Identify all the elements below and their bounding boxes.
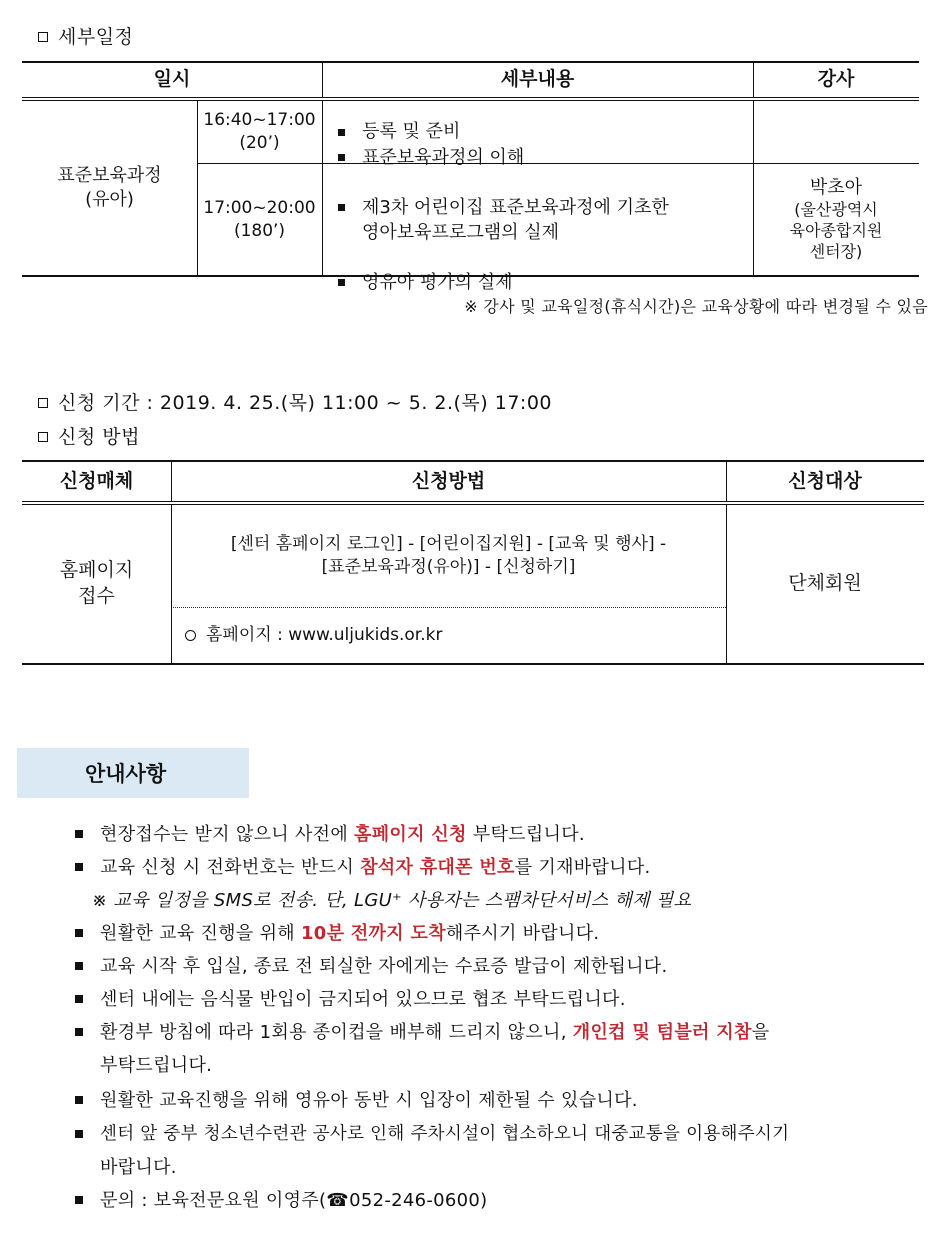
square-bullet-icon bbox=[75, 863, 83, 871]
square-bullet-icon bbox=[75, 1130, 83, 1138]
table-rule bbox=[22, 663, 924, 665]
course-name: 표준보육과정 (유아) bbox=[57, 164, 162, 210]
square-bullet-icon bbox=[75, 1196, 83, 1204]
square-bullet-icon bbox=[75, 995, 83, 1003]
notice-line: 현장접수는 받지 않으니 사전에 홈페이지 신청 부탁드립니다. bbox=[75, 818, 930, 851]
square-bullet-icon bbox=[75, 929, 83, 937]
content-cell-2 bbox=[322, 146, 753, 293]
phone-icon: ☎ bbox=[326, 1190, 350, 1211]
content-item: 등록 및 준비 bbox=[336, 120, 460, 144]
header-medium: 신청매체 bbox=[59, 469, 134, 492]
table-rule bbox=[22, 97, 919, 98]
time-duration: (20’) bbox=[239, 133, 280, 153]
homepage-cell bbox=[171, 608, 726, 663]
notice-line: 환경부 방침에 따라 1회용 종이컵을 배부해 드리지 않으니, 개인컵 및 텀블러 지참을 bbox=[75, 1016, 930, 1049]
square-bullet-icon bbox=[75, 1096, 83, 1104]
content-item: 제3차 어린이집 표준보육과정에 기초한 영아보육프로그램의 실제 bbox=[336, 195, 669, 245]
notice-line-cont: 바랍니다. bbox=[100, 1157, 177, 1178]
schedule-note: ※ 강사 및 교육일정(휴식시간)은 교육상황에 따라 변경될 수 있음 bbox=[464, 297, 928, 316]
checkbox-square-icon bbox=[38, 432, 48, 442]
sms-note: ※ 교육 일정을 SMS로 전송. 단, LGU⁺ 사용자는 스팸차단서비스 해제 필요 bbox=[92, 890, 692, 911]
notice-line: 원활한 교육 진행을 위해 10분 전까지 도착해주시기 바랍니다. bbox=[75, 917, 930, 950]
circle-bullet-icon bbox=[185, 630, 196, 641]
instructor-org: (울산광역시 육아종합지원 센터장) bbox=[789, 200, 883, 262]
table-rule bbox=[22, 501, 924, 502]
square-bullet-icon bbox=[75, 1028, 83, 1036]
notice-line: 문의 : 보육전문요원 이영주(☎052-246-0600) bbox=[75, 1184, 930, 1217]
time-duration: (180’) bbox=[233, 220, 286, 241]
notice-line: 센터 앞 중부 청소년수련관 공사로 인해 주차시설이 협소하오니 대중교통을 이용해주시기 bbox=[75, 1118, 930, 1151]
method-path: [센터 홈페이지 로그인] - [어린이집지원] - [교육 및 행사] - [표준보육과정(유아)] - [신청하기] bbox=[230, 534, 667, 577]
notice-line: 센터 내에는 음식물 반입이 금지되어 있으므로 협조 부탁드립니다. bbox=[75, 983, 930, 1016]
time-cell-1 bbox=[197, 101, 322, 163]
medium-cell: 홈페이지 접수 bbox=[59, 559, 134, 607]
checkbox-square-icon bbox=[38, 398, 48, 408]
notice-line: 교육 신청 시 전화번호는 반드시 참석자 휴대폰 번호를 기재바랍니다. bbox=[75, 851, 930, 884]
homepage-link[interactable]: 홈페이지 : www.uljukids.or.kr bbox=[206, 625, 443, 646]
checkbox-square-icon bbox=[38, 32, 48, 42]
notice-line: 교육 시작 후 입실, 종료 전 퇴실한 자에게는 수료증 발급이 제한됩니다. bbox=[75, 950, 930, 983]
application-period: 신청 기간 : 2019. 4. 25.(목) 11:00 ~ 5. 2.(목) 17:00 bbox=[38, 388, 552, 415]
notice-line: 원활한 교육진행을 위해 영유아 동반 시 입장이 제한될 수 있습니다. bbox=[75, 1084, 930, 1117]
section-heading-method: 신청 방법 bbox=[38, 422, 140, 449]
header-instructor: 강사 bbox=[817, 67, 855, 90]
notice-title: 안내사항 bbox=[17, 748, 249, 798]
header-date: 일시 bbox=[153, 67, 191, 90]
square-bullet-icon bbox=[75, 830, 83, 838]
header-method: 신청방법 bbox=[411, 469, 486, 492]
header-target: 신청대상 bbox=[788, 469, 862, 492]
content-list bbox=[336, 120, 669, 320]
time-range: 16:40~17:00 bbox=[203, 110, 316, 131]
time-range: 17:00~20:00 bbox=[203, 197, 316, 218]
header-content: 세부내용 bbox=[500, 67, 575, 90]
instructor-cell bbox=[753, 164, 919, 275]
time-cell-2 bbox=[197, 164, 322, 275]
target-cell: 단체회원 bbox=[788, 572, 862, 595]
square-bullet-icon bbox=[75, 962, 83, 970]
content-item: 표준보육과정의 이해 bbox=[336, 145, 669, 170]
notice-line-cont: 부탁드립니다. bbox=[100, 1055, 213, 1076]
content-item: 영유아 평가의 실제 bbox=[336, 270, 669, 295]
instructor-name: 박초아 bbox=[809, 177, 863, 199]
section-heading-schedule: 세부일정 bbox=[38, 22, 133, 49]
